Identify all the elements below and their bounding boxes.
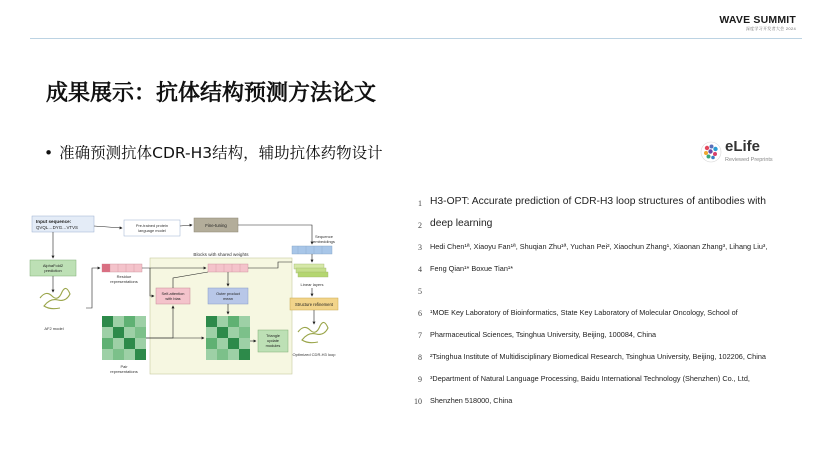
linear-label: Linear layers (300, 282, 324, 287)
self-attn-label: Self-attention (161, 291, 185, 296)
bullet-dot-icon: • (44, 144, 54, 162)
triangle-label-3: modules (265, 343, 281, 348)
header-divider (30, 38, 802, 39)
bullet-point (44, 141, 383, 163)
paper-line (408, 240, 798, 262)
linear-layers-icon (294, 264, 328, 277)
seq-emb-bar (292, 246, 332, 254)
self-attn-label-2: with bias (165, 296, 181, 301)
paper-line (408, 372, 798, 394)
residue-label-2: representations (110, 279, 138, 284)
line-number: 7 (418, 331, 422, 340)
outer-label-2: mean (223, 296, 233, 301)
input-title: Input sequence: (36, 219, 72, 224)
elife-mark-icon (700, 141, 722, 163)
paper-affiliation: Pharmaceutical Sciences, Tsinghua University, Beijing, 100084, China (430, 330, 657, 339)
residue-label: Residue (116, 274, 132, 279)
pair-matrix-block (206, 316, 250, 360)
plm-label: Pre-trained protein (135, 223, 169, 228)
paper-authors: Feng Qian¹* Boxue Tian¹* (430, 264, 514, 273)
paper-line (408, 306, 798, 328)
outer-label: Outer product (216, 291, 240, 296)
line-number: 2 (418, 221, 422, 230)
line-number: 4 (418, 265, 422, 274)
paper-affiliation: ³Department of Natural Language Processing, Baidu International Technology (Shenzhen) Co., Ltd, (430, 374, 750, 383)
paper-line (408, 218, 798, 240)
paper-affiliation: Shenzhen 518000, China (430, 396, 513, 405)
paper-line (408, 196, 798, 218)
paper-line (408, 394, 798, 416)
blocks-label: Blocks with shared weights (193, 252, 249, 257)
method-figure (28, 198, 400, 378)
paper-title: deep learning (430, 218, 493, 229)
pair-matrix (102, 316, 146, 360)
pair-label: Pair (120, 364, 128, 369)
residue-bar (102, 264, 142, 272)
line-number: 10 (414, 397, 422, 406)
paper-line (408, 328, 798, 350)
pair-label-2: representations (110, 369, 138, 374)
triangle-label: Triangle (266, 333, 280, 338)
elife-logo (700, 138, 784, 168)
line-number: 9 (418, 375, 422, 384)
paper-line (408, 350, 798, 372)
paper-authors: Hedi Chen¹ª, Xiaoyu Fan¹ª, Shuqian Zhu¹ª, Yuchan Pei², Xiaochun Zhang¹, Xiaonan Zhang³, Lihang Liu³, (430, 242, 768, 251)
line-number: 8 (418, 353, 422, 362)
paper-line (408, 262, 798, 284)
af2-label: AlphaFold2 (42, 263, 64, 268)
line-number: 1 (418, 199, 422, 208)
paper-title: H3-OPT: Accurate prediction of CDR-H3 loop structures of antibodies with (430, 196, 766, 207)
elife-name: eLife (725, 138, 761, 155)
seq-emb-label-2: embeddings (313, 239, 335, 244)
optimized-structure-icon (298, 322, 328, 342)
paper-excerpt (408, 196, 798, 416)
triangle-label-2: update (267, 338, 279, 343)
residue-bar-block (208, 264, 248, 272)
seq-emb-label: Sequence (314, 234, 334, 239)
paper-affiliation: ²Tsinghua Institute of Multidisciplinary Biomedical Research, Tsinghua University, Beijing, 102206, China (430, 352, 766, 361)
brand-name: WAVE SUMMIT (719, 14, 796, 26)
line-number: 3 (418, 243, 422, 252)
paper-line (408, 284, 798, 306)
line-number: 5 (418, 287, 422, 296)
optimized-label: Optimized CDR-H3 loop (292, 352, 336, 357)
brand-subtitle: 深度学习开发者大会 2024 (745, 26, 796, 31)
input-seq: QVQL…DYG…VTVS (36, 225, 78, 230)
bullet-text: 准确预测抗体CDR-H3结构，辅助抗体药物设计 (59, 144, 383, 162)
fine-tuning-label: Fine-tuning (205, 223, 227, 228)
paper-affiliation: ¹MOE Key Laboratory of Bioinformatics, State Key Laboratory of Molecular Oncology, School of (430, 308, 738, 317)
af2-label-2: prediction (44, 268, 62, 273)
plm-label-2: language model (138, 228, 166, 233)
line-number: 6 (418, 309, 422, 318)
brand-logo (719, 14, 796, 31)
slide-title: 成果展示：抗体结构预测方法论文 (46, 81, 377, 106)
af2-model-label: AF2 model (44, 326, 64, 331)
af2-structure-icon (40, 288, 70, 308)
refine-label: Structure refinement (295, 302, 333, 307)
elife-subtitle: Reviewed Preprints (725, 157, 773, 163)
